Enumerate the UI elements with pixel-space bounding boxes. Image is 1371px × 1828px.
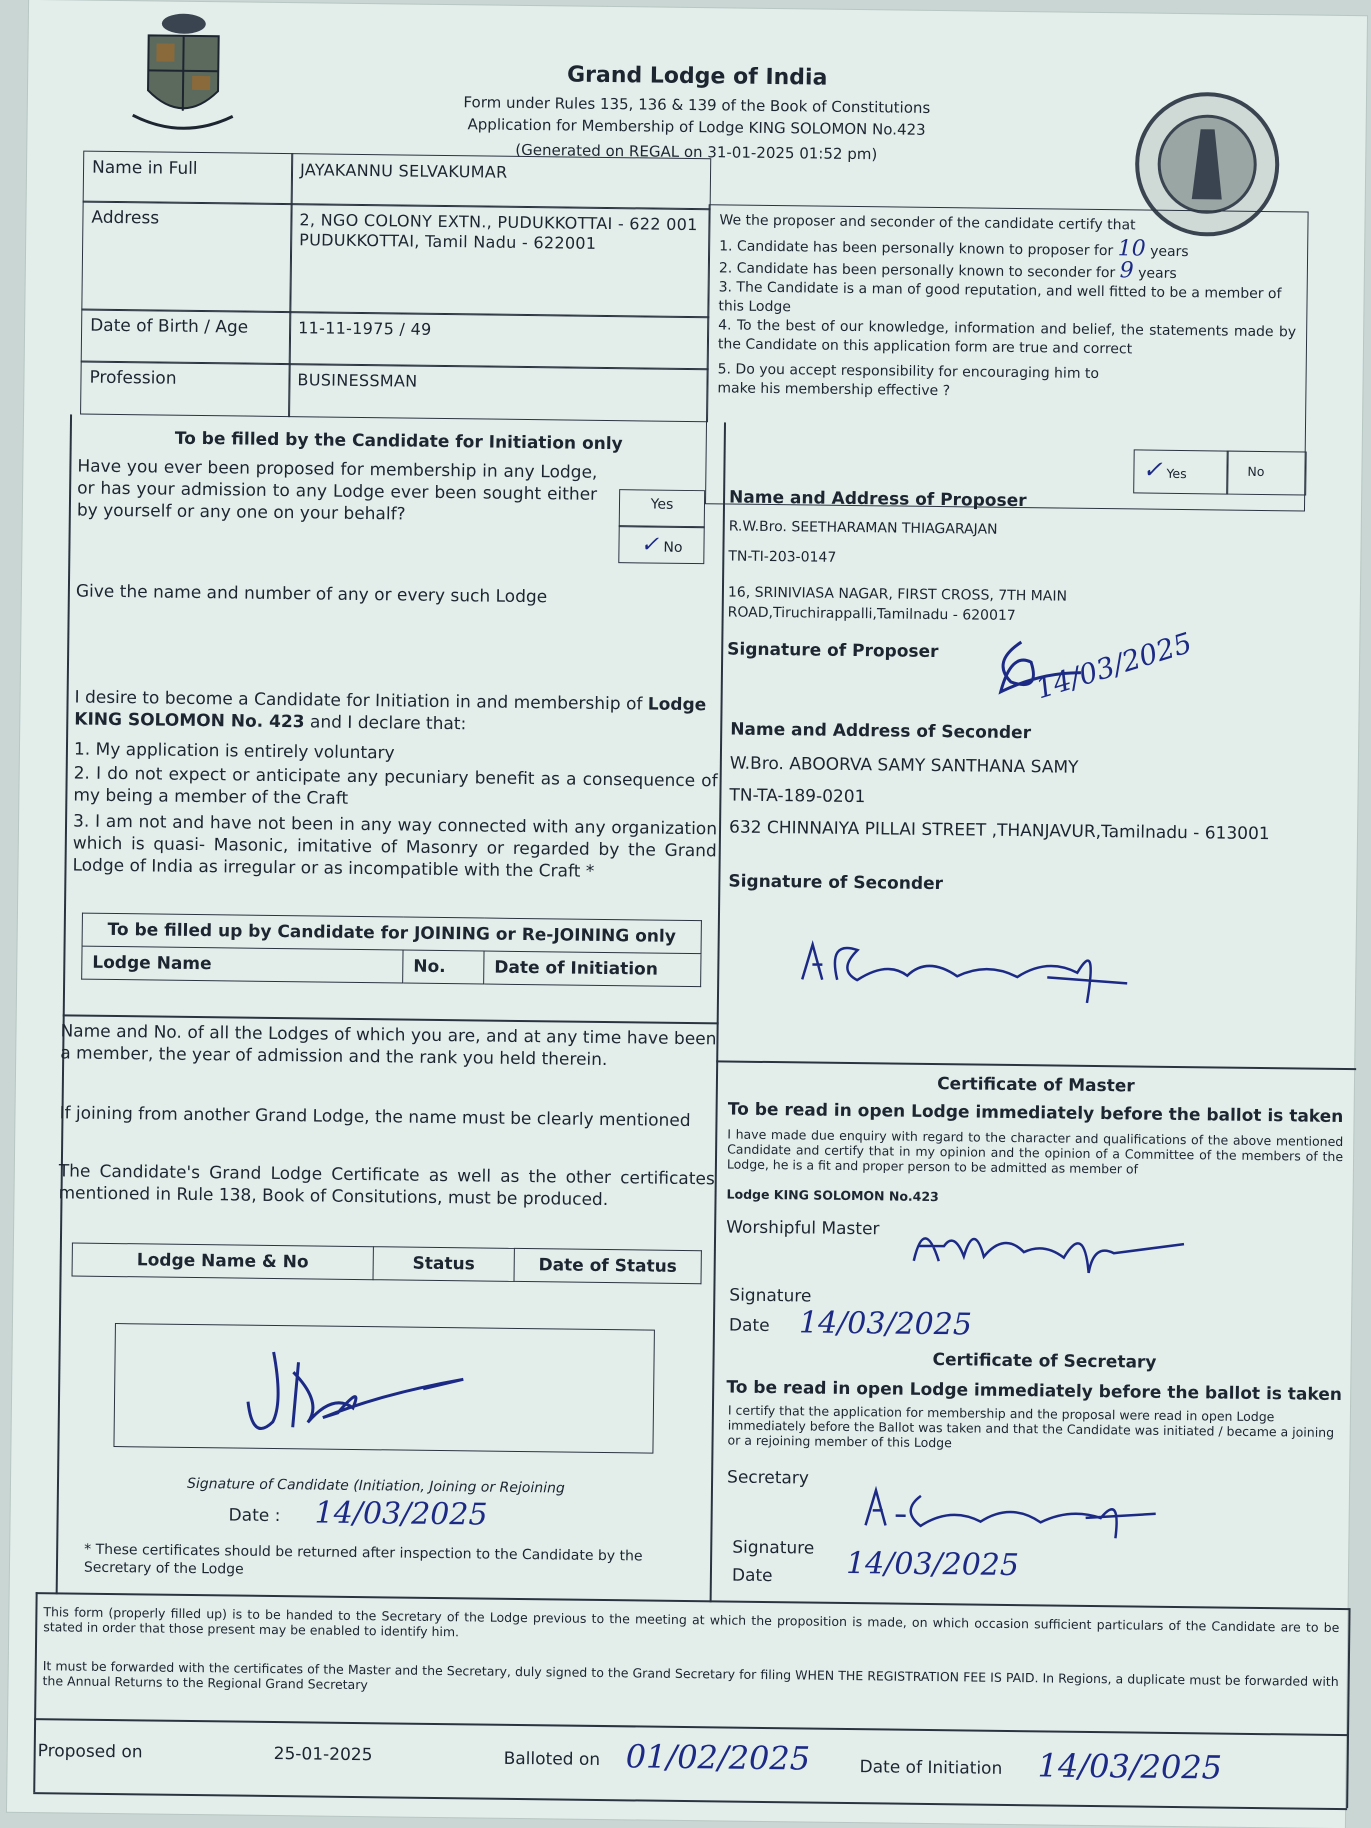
secretary-signature-label: Signature <box>732 1537 815 1559</box>
desire-statement <box>74 687 718 739</box>
responsibility-no-label: No <box>1247 463 1265 480</box>
master-signature-label: Signature <box>729 1285 812 1307</box>
footer-note-2: It must be forwarded with the certificates of the Master and the Secretary, duly signed to the Grand Secretary for filing WHEN THE REGISTRATION FEE IS PAID. In Regions, a duplicate must be forwarded with the Annual Returns to the Regional Grand Secretary <box>42 1658 1339 1693</box>
dob-value: 11-11-1975 / 49 <box>289 311 710 370</box>
name-label: Name in Full <box>83 151 294 206</box>
responsibility-yes[interactable] <box>1133 449 1229 494</box>
secretary-date-value: 14/03/2025 <box>845 1545 1020 1584</box>
form-title: Grand Lodge of India <box>566 62 828 91</box>
lodges-text-2: If joining from another Grand Lodge, the name must be clearly mentioned <box>59 1103 691 1132</box>
seconder-name: W.Bro. ABOORVA SAMY SANTHANA SAMY <box>729 753 1079 778</box>
seconder-id: TN-TA-189-0201 <box>729 785 866 808</box>
declaration-3: 3. I am not and have not been in any way connected with any organization which is quasi- Masonic, imitative of Masonry or regarded by the Grand Lodge of India as irregular or as incompatible with the Craft * <box>72 811 718 882</box>
candidate-signature-label: Signature of Candidate (Initiation, Joining or Rejoining <box>186 1475 565 1497</box>
joining-table <box>81 913 702 988</box>
profession-value: BUSINESSMAN <box>288 363 709 422</box>
secretary-label: Secretary <box>726 1467 810 1489</box>
cert-item-5: 5. Do you accept responsibility for encouraging him to make his membership effective ? <box>717 361 1100 400</box>
joining-col-date: Date of Initiation <box>484 951 701 987</box>
responsibility-no[interactable] <box>1226 451 1307 496</box>
initiation-question: Have you ever been proposed for membership in any Lodge, or has your admission to any Lodge ever been sought either by yourself or any one on your behalf? <box>76 456 598 525</box>
secretary-text: I certify that the application for membership and the proposal were read in open Lodge immediately before the Ballot was taken and that the Candidate was initiated / became a joining or a rejoining member of this Lodge <box>727 1402 1335 1451</box>
joining-col-lodge: Lodge Name <box>82 946 403 983</box>
secretary-date-label: Date <box>731 1565 773 1587</box>
date-of-initiation-label: Date of Initiation <box>859 1757 1003 1779</box>
application-title: Application for Membership of Lodge KING SOLOMON No.423 <box>467 115 926 139</box>
prior-proposal-yes-label: Yes <box>650 496 674 513</box>
lodge-history-table <box>72 1243 702 1285</box>
desire-text-3: and I declare that: <box>304 712 467 735</box>
prior-proposal-no-label: No <box>663 539 683 556</box>
proposed-on-value: 25-01-2025 <box>273 1744 373 1766</box>
secretary-heading: Certificate of Secretary <box>932 1350 1157 1373</box>
proposer-years-value: 10 <box>1117 236 1146 262</box>
master-date-label: Date <box>728 1315 770 1337</box>
date-of-initiation-value: 14/03/2025 <box>1037 1746 1223 1787</box>
responsibility-yes-label: Yes <box>1166 465 1187 482</box>
desire-text-1: I desire to become a Candidate for Initiation in and membership of <box>74 687 643 715</box>
declaration-1: 1. My application is entirely voluntary <box>73 739 395 764</box>
master-heading: Certificate of Master <box>937 1074 1135 1097</box>
candidate-date-value: 14/03/2025 <box>314 1495 488 1533</box>
application-form <box>7 0 1367 1828</box>
address-label: Address <box>81 201 292 314</box>
master-date-value: 14/03/2025 <box>798 1305 973 1343</box>
profession-label: Profession <box>80 361 291 418</box>
lodges-text-1: Name and No. of all the Lodges of which you are, and at any time have been a member, the year of admission and the rank you held therein. <box>60 1021 717 1071</box>
candidate-signature-icon <box>122 1330 653 1450</box>
cert-item-3: 3. The Candidate is a man of good reputation, and well fitted to be a member of this Lodge <box>718 279 1282 316</box>
prior-proposal-no[interactable] <box>618 525 704 564</box>
secretary-signature-icon <box>860 1480 1161 1544</box>
master-lodge: Lodge KING SOLOMON No.423 <box>726 1186 939 1205</box>
proposer-heading: Name and Address of Proposer <box>728 487 1027 512</box>
proposer-signature-label: Signature of Proposer <box>727 639 939 663</box>
seconder-signature-label: Signature of Seconder <box>728 871 944 895</box>
balloted-on-label: Balloted on <box>503 1748 601 1771</box>
declaration-2: 2. I do not expect or anticipate any pecuniary benefit as a consequence of my being a member of the Craft <box>73 763 718 809</box>
history-col-status: Status <box>373 1247 514 1282</box>
cert-item-1: 1. Candidate has been personally known to proposer for <box>719 238 1114 260</box>
give-lodge-name: Give the name and number of any or every such Lodge <box>75 581 548 608</box>
dob-label: Date of Birth / Age <box>81 309 292 366</box>
cert-item-2: 2. Candidate has been personally known to seconder for <box>718 260 1116 282</box>
initiation-heading: To be filled by the Candidate for Initiation only <box>174 428 623 455</box>
responsibility-tick: ✓ <box>1142 455 1163 484</box>
joining-heading: To be filled up by Candidate for JOINING or Re-JOINING only <box>82 913 701 954</box>
seconder-heading: Name and Address of Seconder <box>730 719 1032 744</box>
balloted-on-value: 01/02/2025 <box>625 1737 811 1778</box>
secretary-subheading: To be read in open Lodge immediately before the ballot is taken <box>726 1377 1343 1406</box>
seconder-address: 632 CHINNAIYA PILLAI STREET ,THANJAVUR,Tamilnadu - 613001 <box>728 817 1270 845</box>
proposer-signature-date: 14/03/2025 <box>1031 625 1196 706</box>
certificates-note: * These certificates should be returned after inspection to the Candidate by the Secretary of the Lodge <box>83 1541 643 1578</box>
lodges-text-3: The Candidate's Grand Lodge Certificate as well as the other certificates mentioned in Rule 138, Book of Consitutions, must be produced. <box>58 1161 715 1211</box>
seconder-signature-icon <box>797 929 1138 1013</box>
proposer-address: 16, SRINIVIASA NAGAR, FIRST CROSS, 7TH MAIN ROAD,Tiruchirappalli,Tamilnadu - 620017 <box>727 584 1068 624</box>
master-text: I have made due enquiry with regard to the character and qualifications of the above mentioned Candidate and certify that in my opinion and the opinion of a Committee of the members of the Lodge, he is a fit and proper person to be admitted as member of <box>726 1126 1344 1177</box>
prior-proposal-yes[interactable] <box>619 489 705 528</box>
address-value: 2, NGO COLONY EXTN., PUDUKKOTTAI - 622 001 PUDUKKOTTAI, Tamil Nadu - 622001 <box>289 203 710 318</box>
cert-item-4: 4. To the best of our knowledge, information and belief, the statements made by the Candidate on this application form are true and correct <box>717 317 1297 358</box>
proposer-name: R.W.Bro. SEETHARAMAN THIAGARAJAN <box>728 518 998 538</box>
candidate-date-label: Date : <box>228 1505 281 1527</box>
desire-lodge: Lodge KING SOLOMON No. 423 <box>74 694 707 733</box>
cert-intro: We the proposer and seconder of the candidate certify that <box>719 212 1136 234</box>
seconder-years-value: 9 <box>1119 258 1134 284</box>
name-value: JAYAKANNU SELVAKUMAR <box>291 153 712 210</box>
master-subheading: To be read in open Lodge immediately before the ballot is taken <box>727 1099 1344 1128</box>
joining-col-no: No. <box>403 950 484 984</box>
candidate-signature-box[interactable] <box>113 1323 654 1454</box>
proposed-on-label: Proposed on <box>37 1741 143 1763</box>
form-rules: Form under Rules 135, 136 & 139 of the Book of Constitutions <box>463 93 931 117</box>
prior-proposal-tick: ✓ <box>640 532 660 558</box>
years-label-2: years <box>1138 265 1177 282</box>
generated-note: (Generated on REGAL on 31-01-2025 01:52 pm) <box>515 140 878 164</box>
worshipful-master-label: Worshipful Master <box>726 1217 880 1240</box>
master-signature-icon <box>904 1211 1195 1285</box>
history-col-date: Date of Status <box>514 1248 701 1283</box>
proposer-id: TN-TI-203-0147 <box>728 548 837 566</box>
footer-note-1: This form (properly filled up) is to be handed to the Secretary of the Lodge previous to the meeting at which the proposition is made, on which occasion sufficient particulars of the Candidate are to be stated in order that those present may be enabled to identify him. <box>43 1604 1340 1640</box>
history-col-lodge: Lodge Name & No <box>72 1243 373 1280</box>
years-label-1: years <box>1150 243 1189 261</box>
